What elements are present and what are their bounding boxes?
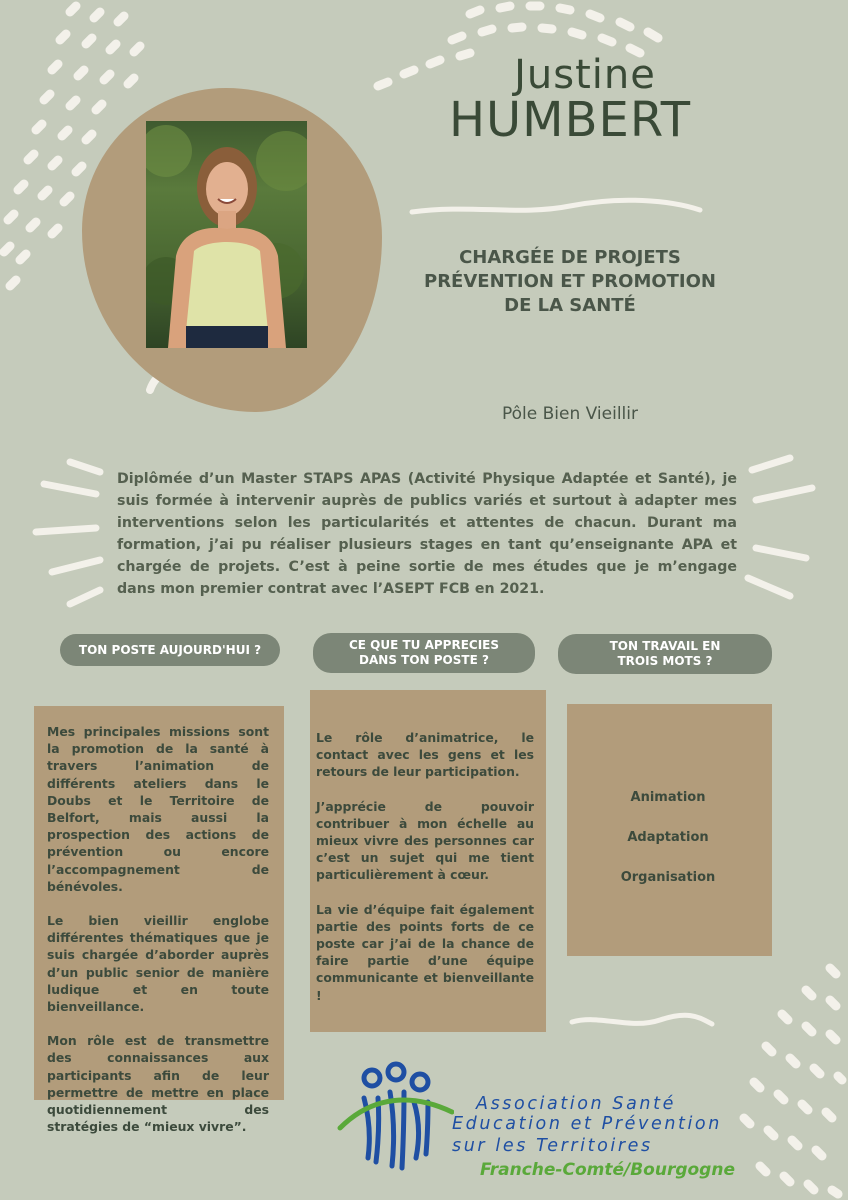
answer-paragraph: Le rôle d’animatrice, le contact avec les gens et les retours de leur participation.: [316, 730, 534, 780]
answer-paragraph: J’apprécie de pouvoir contribuer à mon échelle au mieux vivre des personnes car c’est un sujet qui me tient particulièrement à cœur.: [316, 798, 534, 883]
profile-photo: [146, 121, 307, 348]
question-label: CE QUE TU APPRECIES DANS TON POSTE ?: [348, 638, 500, 667]
word-item: Adaptation: [627, 830, 709, 845]
answer-paragraph: Le bien vieillir englobe différentes thématiques que je suis chargée d’aborder auprès d’un public senior de manière ludique et en toute bienveillance.: [47, 913, 269, 1015]
answer-paragraph: La vie d’équipe fait également partie des points forts de ce poste car j’ai de la chance de faire partie d’une équipe communicante et bienveillante !: [316, 901, 534, 1003]
pole-label: Pôle Bien Vieillir: [502, 404, 638, 424]
answer-text-poste: [47, 723, 269, 1152]
asept-logo-icon: [334, 1058, 454, 1178]
word-item: Animation: [630, 790, 706, 805]
job-title: CHARGÉE DE PROJETS PRÉVENTION ET PROMOTION DE LA SANTÉ: [424, 247, 716, 316]
question-pill-apprecies: [313, 633, 535, 673]
last-name: HUMBERT: [448, 92, 692, 148]
question-pill-poste: [60, 634, 280, 666]
three-words-list: [568, 790, 768, 910]
org-region: Franche-Comté/Bourgogne: [480, 1160, 735, 1180]
question-pill-trois-mots: [558, 634, 772, 674]
answer-paragraph: Mes principales missions sont la promotion de la santé à travers l’animation de différents ateliers dans le Doubs et le Territoire de Belfort, mais aussi la prospection des actions de prévention ou encore l’accompagnement de bénévoles.: [47, 724, 269, 894]
answer-text-apprecies: [316, 729, 534, 1021]
org-name-line-3: sur les Territoires: [452, 1136, 653, 1156]
question-label: TON POSTE AUJOURD'HUI ?: [78, 642, 262, 657]
question-label: TON TRAVAIL EN TROIS MOTS ?: [609, 639, 721, 668]
org-name-line-2: Education et Prévention: [452, 1114, 722, 1134]
intro-paragraph: Diplômée d’un Master STAPS APAS (Activité Physique Adaptée et Santé), je suis formée à intervenir auprès de publics variés et surtout à adapter mes interventions selon les particularités et attentes de chacun. Durant ma formation, j’ai pu réaliser plusieurs stages en tant qu’enseignante APA et chargée de projets. C’est à peine sortie de mes études que je m’engage dans mon premier contrat avec l’ASEPT FCB en 2021.: [117, 471, 737, 597]
word-item: Organisation: [620, 870, 716, 885]
org-name-line-1: Association Santé: [476, 1094, 676, 1114]
answer-paragraph: Mon rôle est de transmettre des connaissances aux participants afin de leur permettre de mettre en place quotidiennement des stratégies de “mieux vivre”.: [47, 1033, 269, 1135]
first-name: Justine: [514, 52, 656, 98]
